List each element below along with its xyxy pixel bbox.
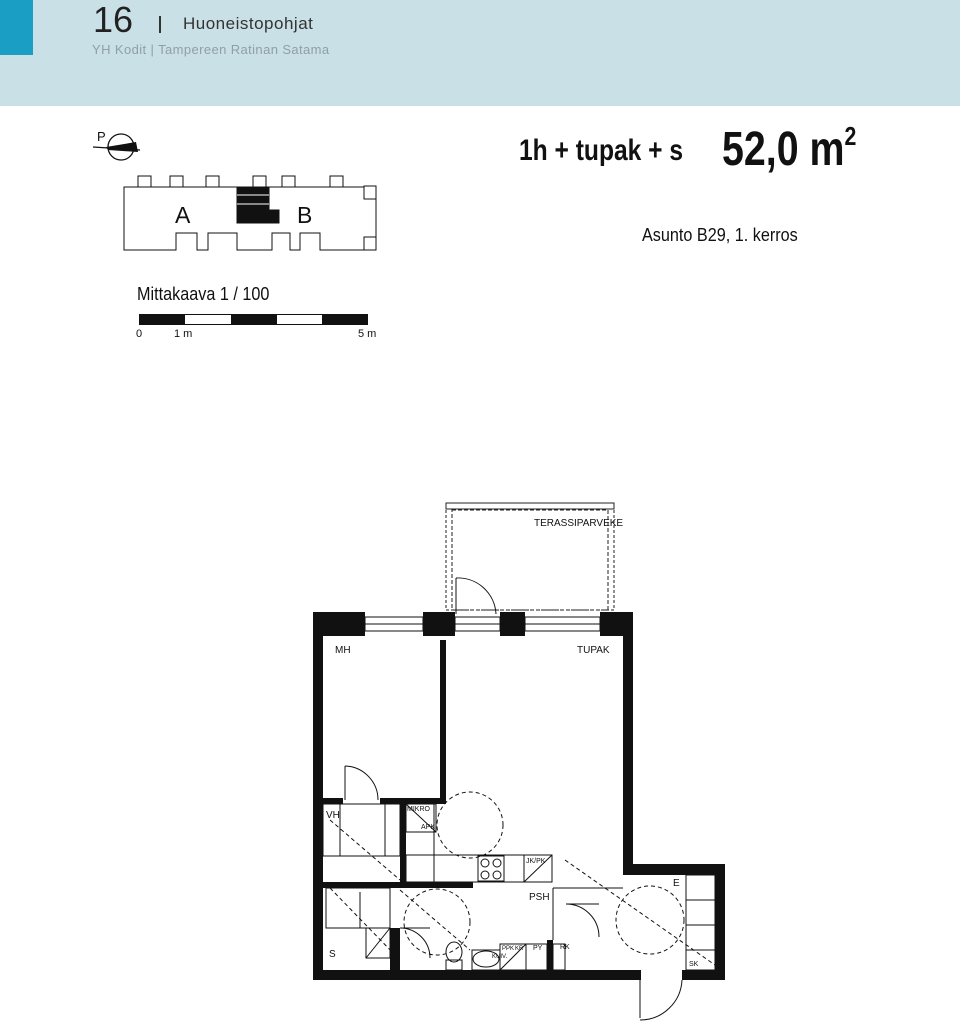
document-title: Huoneistopohjat <box>183 14 314 33</box>
scale-tick-1m: 1 m <box>174 328 193 340</box>
label-drying-cabinet: KUIV. <box>492 954 508 960</box>
floor-plan <box>313 503 725 1020</box>
turning-circles <box>330 792 715 965</box>
scale-label: Mittakaava 1 / 100 <box>137 284 270 304</box>
room-label-living: TUPAK <box>577 645 610 656</box>
page-number: 16 <box>93 0 134 40</box>
key-plan-wing-a: A <box>175 202 191 228</box>
label-py: PY <box>533 945 543 952</box>
label-washer: PPK <box>502 946 515 952</box>
scale-tick-0: 0 <box>136 328 143 340</box>
label-rk: RK <box>560 944 570 951</box>
document-subtitle: YH Kodit | Tampereen Ratinan Satama <box>92 42 330 57</box>
label-cleaning-closet: SK <box>689 961 699 968</box>
room-label-balcony: TERASSIPARVEKE <box>534 518 624 529</box>
apartment-info: Asunto B29, 1. kerros <box>642 225 798 245</box>
area-exponent: 2 <box>844 121 857 151</box>
scale-tick-5m: 5 m <box>358 328 377 340</box>
apartment-type: 1h + tupak + s <box>519 134 684 167</box>
windows <box>365 617 600 631</box>
room-label-entrance: E <box>673 878 680 889</box>
north-arrow-icon <box>93 129 140 160</box>
north-label: P <box>97 129 106 144</box>
label-microwave: MIKRO <box>407 806 430 813</box>
partitions <box>323 640 715 970</box>
label-dryer: KR <box>515 946 524 952</box>
key-plan-wing-b: B <box>297 202 313 228</box>
walls <box>313 612 725 980</box>
key-plan <box>124 176 376 250</box>
room-label-wardrobe: VH <box>326 810 340 821</box>
room-label-bedroom: MH <box>335 645 351 656</box>
area-value: 52,0 m <box>722 123 845 176</box>
balcony-door <box>456 578 496 614</box>
room-label-bathroom: PSH <box>529 892 550 903</box>
room-label-sauna: S <box>329 949 336 960</box>
label-fridge: JK/PK <box>526 858 546 865</box>
label-dishwasher: APK <box>421 824 436 831</box>
